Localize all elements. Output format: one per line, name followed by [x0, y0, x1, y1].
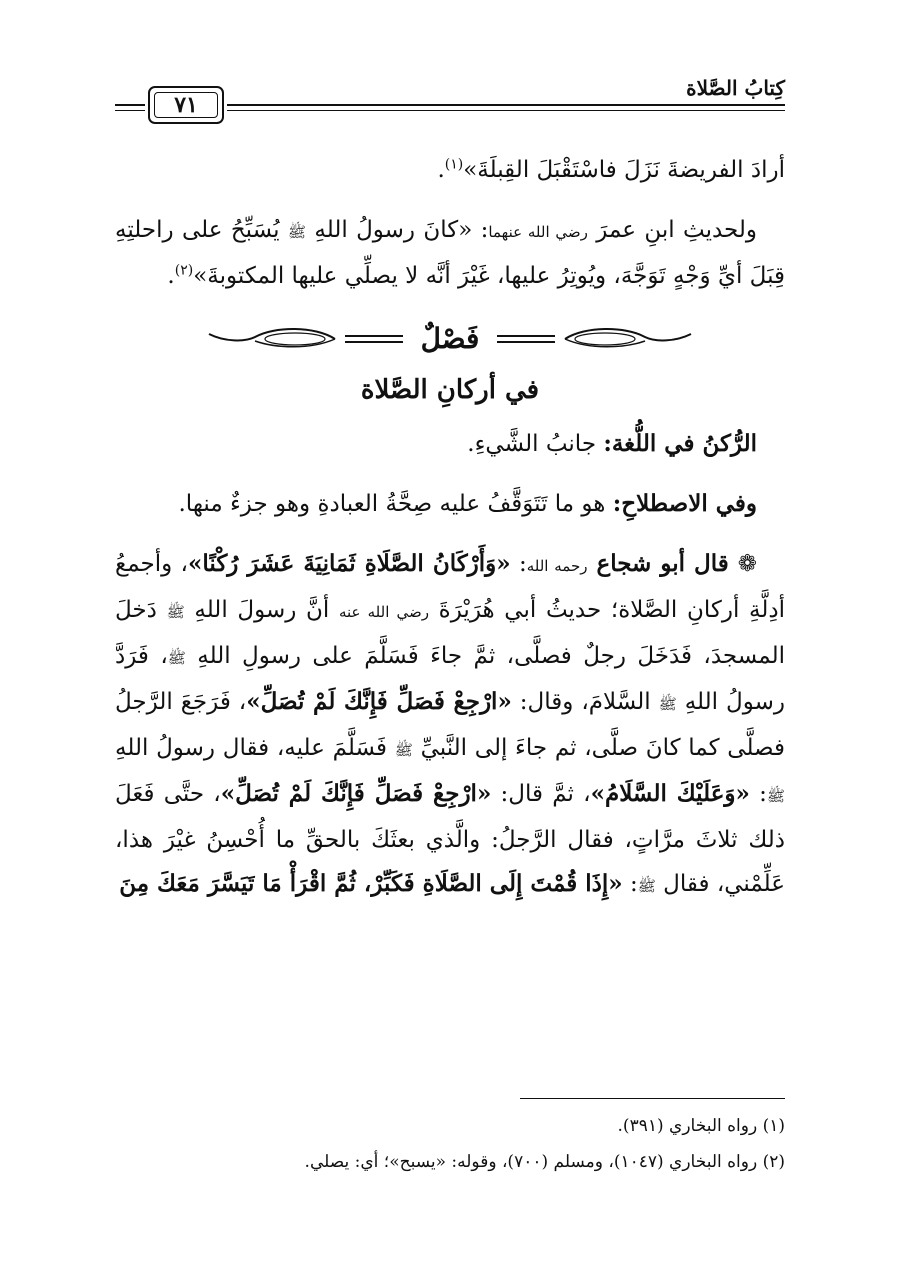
main-colon: :: [510, 551, 527, 577]
main-paragraph: [115, 542, 785, 908]
page-content: [115, 148, 785, 924]
paragraph-1: [115, 148, 785, 192]
page-number: ٧١: [174, 92, 198, 118]
paragraph-1-text: أرادَ الفريضةَ نَزَلَ فاسْتَقْبَلَ القِبلَةَ»: [463, 157, 785, 183]
footnote-ref-1[interactable]: (١): [444, 156, 464, 173]
honorific-salla-icon: ﷺ: [394, 741, 413, 759]
lugha-label: الرُّكنُ في اللُّغة:: [603, 430, 757, 457]
main-text-9: ، ثمَّ قال:: [491, 781, 591, 807]
quote-wa-alaika: «وَعَلَيْكَ السَّلَامُ»: [590, 780, 750, 807]
honorific-radiya-anhuma: رضي الله عنهما: [488, 223, 588, 241]
honorific-salla-icon: ﷺ: [166, 603, 185, 621]
main-text-8: :: [749, 781, 767, 807]
paragraph-2-end: .: [167, 263, 175, 289]
honorific-rahimahullah: رحمه الله: [526, 557, 588, 575]
running-title: كِتابُ الصَّلاة: [686, 76, 785, 100]
p2-text-3: يُسَبِّحُ على راحلتِهِ قِبَلَ أيِّ وَجْهٍ تَوَجَّهَ، ويُوتِرُ عليها، غَيْرَ أنَّه لا يصلِّي عليها المكتوبةَ»: [115, 217, 785, 289]
definition-lugha: [115, 422, 785, 466]
honorific-salla-icon: ﷺ: [658, 695, 677, 713]
main-text-6: ، فَرَجَعَ الرَّجلُ فصلَّى كما كانَ صلَّى، ثم جاءَ إلى النَّبيِّ: [115, 689, 785, 761]
page-header: [115, 72, 785, 132]
footnotes: [115, 1108, 785, 1180]
lugha-text: جانبُ الشَّيءِ.: [467, 431, 604, 457]
main-text-2: أنَّ رسولَ اللهِ: [184, 597, 339, 623]
honorific-radiya-anhu: رضي الله عنه: [338, 603, 429, 621]
quote-irji: «ارْجِعْ فَصَلِّ فَإِنَّكَ لَمْ تُصَلِّ»: [246, 688, 512, 715]
main-text-1: ، وأجمعُ أدِلَّةِ أركانِ الصَّلاة؛ حديثُ أبي هُرَيْرَةَ: [115, 551, 785, 623]
ornament-right-icon: [495, 324, 695, 354]
main-text-5: السَّلامَ، وقال:: [511, 689, 659, 715]
flower-marker-icon: ❁: [737, 551, 758, 577]
main-text-7: فَسَلَّمَ عليه، فقال رسولُ اللهِ: [115, 735, 395, 761]
istilah-label: وفي الاصطلاحِ:: [612, 490, 757, 517]
section-word: فَصْلٌ: [420, 322, 480, 355]
main-text-4: ، فَرَدَّ رسولُ اللهِ: [115, 643, 785, 715]
main-text-10: ، حتَّى فَعَلَ ذلك ثلاثَ مرَّاتٍ، فقال الرَّجلُ: والَّذي بعثَكَ بالحقِّ ما أُحْسِنُ غيْرَ هذا، عَلِّمْني، فقال: [115, 781, 785, 897]
paragraph-1-end: .: [437, 157, 445, 183]
section-ornament: [115, 314, 785, 364]
quote-idha-qumta: «إِذَا قُمْتَ إِلَى الصَّلَاةِ فَكَبِّرْ، ثُمَّ اقْرَأْ مَا تَيَسَّرَ مَعَكَ مِنَ: [119, 870, 623, 897]
footnote-2: (٢) رواه البخاري (١٠٤٧)، ومسلم (٧٠٠)، وقوله: «يسبح»؛ أي: يصلي.: [304, 1152, 785, 1172]
header-rule: [227, 104, 785, 111]
honorific-salla-icon: ﷺ: [766, 787, 786, 805]
quote-irji-2: «ارْجِعْ فَصَلِّ فَإِنَّكَ لَمْ تُصَلِّ»: [220, 780, 492, 807]
p2-text-1: ولحديثِ ابنِ عمرَ: [587, 217, 757, 243]
author-name: قال أبو شجاع: [587, 550, 738, 577]
p2-text-2: : «كانَ رسولُ اللهِ: [306, 217, 489, 243]
footnote-ref-2[interactable]: (٢): [174, 262, 194, 279]
footnote-separator: [520, 1098, 785, 1099]
honorific-salla-icon: ﷺ: [637, 877, 656, 895]
main-text-11: :: [622, 871, 638, 897]
header-rule-left: [115, 104, 145, 111]
main-text-3: دَخلَ المسجدَ، فَدَخَلَ رجلٌ فصلَّى، ثمَّ جاءَ فَسَلَّمَ على رسولِ اللهِ: [115, 597, 785, 669]
page-number-box: [148, 86, 224, 124]
honorific-salla-icon: ﷺ: [287, 223, 307, 241]
section-title: في أركانِ الصَّلاة: [360, 375, 540, 405]
footnote-1: (١) رواه البخاري (٣٩١).: [617, 1116, 785, 1136]
ornament-left-icon: [205, 324, 405, 354]
definition-istilah: [115, 482, 785, 526]
honorific-salla-icon: ﷺ: [167, 649, 186, 667]
paragraph-2: [115, 208, 785, 298]
quote-matn: «وَأَرْكَانُ الصَّلَاةِ ثَمَانِيَةَ عَشَرَ رُكْنًا»: [188, 550, 511, 577]
istilah-text: هو ما تَتَوَقَّفُ عليه صِحَّةُ العبادةِ وهو جزءٌ منها.: [178, 491, 613, 517]
